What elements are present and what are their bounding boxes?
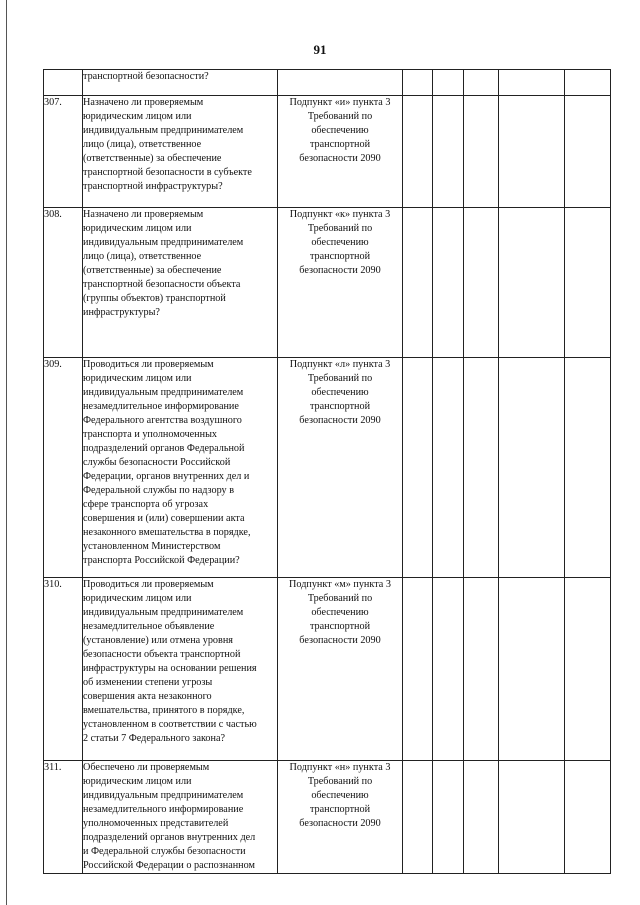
item-number: 311. — [44, 762, 62, 773]
question-cell — [83, 70, 278, 96]
question-line: (установление) или отмена уровня — [83, 635, 233, 646]
question-line: установленном Министерством — [83, 541, 221, 552]
table-row — [44, 578, 611, 761]
reference-cell — [278, 96, 403, 208]
question-line: Российской Федерации о распознанном — [83, 860, 255, 871]
question-line: инфраструктуры? — [83, 307, 160, 318]
reference-line: транспортной — [309, 621, 371, 632]
question-cell — [83, 358, 278, 578]
question-cell — [83, 761, 278, 874]
checklist-table — [43, 69, 611, 874]
mark-cell — [499, 208, 565, 358]
reference-line: Подпункт «н» пункта 3 — [289, 762, 391, 773]
question-line: и Федеральной службы безопасности — [83, 846, 246, 857]
mark-cell — [403, 96, 433, 208]
question-line: лицо (лица), ответственное — [83, 139, 202, 150]
question-line: установленном в соответствии с частью — [83, 719, 257, 730]
reference-line: обеспечению — [311, 607, 369, 618]
reference-line: безопасности 2090 — [299, 818, 381, 829]
question-line: об изменении степени угрозы — [83, 677, 213, 688]
mark-cell — [464, 358, 499, 578]
reference-line: Требований по — [307, 111, 373, 122]
item-number: 309. — [44, 359, 62, 370]
question-line: транспортной безопасности? — [83, 71, 209, 82]
question-line: незаконного вмешательства в порядке, — [83, 527, 251, 538]
reference-line: обеспечению — [311, 790, 369, 801]
mark-cell — [433, 96, 464, 208]
question-line: юридическим лицом или — [83, 373, 192, 384]
question-line: индивидуальным предпринимателем — [83, 790, 244, 801]
table-row — [44, 358, 611, 578]
question-line: Федерального агентства воздушного — [83, 415, 242, 426]
reference-line: транспортной — [309, 804, 371, 815]
reference-line: безопасности 2090 — [299, 635, 381, 646]
item-number: 307. — [44, 97, 62, 108]
question-line: Федерации, органов внутренних дел и — [83, 471, 250, 482]
question-line: транспортной инфраструктуры? — [83, 181, 223, 192]
question-line: индивидуальным предпринимателем — [83, 237, 244, 248]
item-number-cell — [44, 761, 83, 874]
mark-cell — [403, 578, 433, 761]
reference-line: обеспечению — [311, 387, 369, 398]
question-line: Назначено ли проверяемым — [83, 97, 204, 108]
question-line: индивидуальным предпринимателем — [83, 125, 244, 136]
question-line: Проводиться ли проверяемым — [83, 359, 214, 370]
reference-line: безопасности 2090 — [299, 265, 381, 276]
reference-cell — [278, 358, 403, 578]
page-number: 91 — [313, 42, 327, 57]
question-line: транспорта и уполномоченных — [83, 429, 218, 440]
question-line: совершения и (или) совершении акта — [83, 513, 245, 524]
mark-cell — [403, 761, 433, 874]
mark-cell — [499, 578, 565, 761]
question-line: (ответственные) за обеспечение — [83, 265, 222, 276]
reference-line: Требований по — [307, 593, 373, 604]
reference-line: Требований по — [307, 776, 373, 787]
mark-cell — [565, 70, 611, 96]
mark-cell — [499, 70, 565, 96]
mark-cell — [433, 761, 464, 874]
mark-cell — [464, 70, 499, 96]
question-line: (ответственные) за обеспечение — [83, 153, 222, 164]
reference-line: Требований по — [307, 223, 373, 234]
question-line: лицо (лица), ответственное — [83, 251, 202, 262]
mark-cell — [403, 358, 433, 578]
mark-cell — [403, 208, 433, 358]
reference-line: обеспечению — [311, 237, 369, 248]
question-line: незамедлительное информирование — [83, 401, 239, 412]
question-line: (группы объектов) транспортной — [83, 293, 226, 304]
mark-cell — [565, 358, 611, 578]
number-cell — [44, 70, 83, 96]
question-line: транспортной безопасности объекта — [83, 279, 241, 290]
question-line: совершения акта незаконного — [83, 691, 212, 702]
mark-cell — [464, 578, 499, 761]
question-line: незамедлительное объявление — [83, 621, 215, 632]
question-line: уполномоченных представителей — [83, 818, 229, 829]
question-line: Обеспечено ли проверяемым — [83, 762, 210, 773]
reference-cell — [278, 70, 403, 96]
question-line: безопасности объекта транспортной — [83, 649, 241, 660]
reference-line: транспортной — [309, 251, 371, 262]
question-cell — [83, 578, 278, 761]
question-line: индивидуальным предпринимателем — [83, 387, 244, 398]
mark-cell — [403, 70, 433, 96]
question-line: инфраструктуры на основании решения — [83, 663, 257, 674]
question-line: незамедлительного информирование — [83, 804, 244, 815]
question-cell — [83, 208, 278, 358]
question-line: юридическим лицом или — [83, 111, 192, 122]
reference-line: Подпункт «к» пункта 3 — [289, 209, 391, 220]
mark-cell — [565, 208, 611, 358]
question-line: юридическим лицом или — [83, 593, 192, 604]
question-line: индивидуальным предпринимателем — [83, 607, 244, 618]
item-number-cell — [44, 208, 83, 358]
question-line: сфере транспорта об угрозах — [83, 499, 209, 510]
reference-line: Подпункт «м» пункта 3 — [289, 579, 391, 590]
reference-line: транспортной — [309, 401, 371, 412]
mark-cell — [433, 578, 464, 761]
mark-cell — [464, 96, 499, 208]
question-line: Федеральной службы по надзору в — [83, 485, 235, 496]
question-line: юридическим лицом или — [83, 223, 192, 234]
reference-line: транспортной — [309, 139, 371, 150]
question-line: вмешательства, принятого в порядке, — [83, 705, 245, 716]
scan-edge-line — [6, 0, 7, 905]
question-line: 2 статьи 7 Федерального закона? — [83, 733, 225, 744]
item-number-cell — [44, 358, 83, 578]
item-number: 308. — [44, 209, 62, 220]
checklist-body — [44, 70, 611, 874]
question-line: службы безопасности Российской — [83, 457, 231, 468]
item-number-cell — [44, 578, 83, 761]
item-number-cell — [44, 96, 83, 208]
continuation-row — [44, 70, 611, 96]
mark-cell — [464, 208, 499, 358]
question-cell — [83, 96, 278, 208]
table-row — [44, 761, 611, 874]
question-line: транспорта Российской Федерации? — [83, 555, 240, 566]
reference-line: Требований по — [307, 373, 373, 384]
question-line: транспортной безопасности в субъекте — [83, 167, 252, 178]
mark-cell — [565, 96, 611, 208]
table-row — [44, 96, 611, 208]
question-line: юридическим лицом или — [83, 776, 192, 787]
mark-cell — [565, 761, 611, 874]
reference-cell — [278, 578, 403, 761]
item-number: 310. — [44, 579, 62, 590]
question-line: Назначено ли проверяемым — [83, 209, 204, 220]
mark-cell — [433, 358, 464, 578]
mark-cell — [499, 761, 565, 874]
mark-cell — [499, 358, 565, 578]
mark-cell — [433, 70, 464, 96]
question-line: подразделений органов Федеральной — [83, 443, 245, 454]
mark-cell — [464, 761, 499, 874]
mark-cell — [499, 96, 565, 208]
reference-line: Подпункт «л» пункта 3 — [289, 359, 391, 370]
mark-cell — [565, 578, 611, 761]
reference-cell — [278, 208, 403, 358]
reference-line: безопасности 2090 — [299, 415, 381, 426]
table-row — [44, 208, 611, 358]
reference-line: обеспечению — [311, 125, 369, 136]
question-line: подразделений органов внутренних дел — [83, 832, 256, 843]
mark-cell — [433, 208, 464, 358]
reference-line: Подпункт «и» пункта 3 — [289, 97, 391, 108]
question-line: Проводиться ли проверяемым — [83, 579, 214, 590]
reference-cell — [278, 761, 403, 874]
reference-line: безопасности 2090 — [299, 153, 381, 164]
